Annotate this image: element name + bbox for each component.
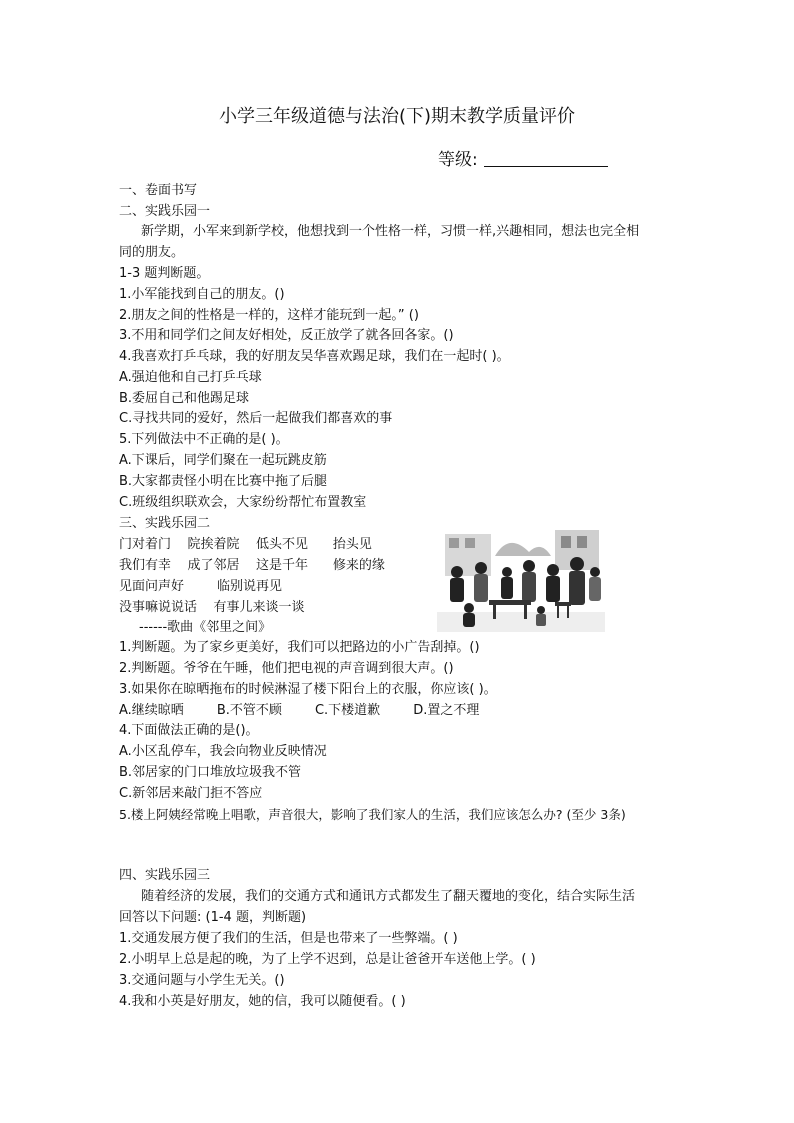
section-2-instruction: 1-3 题判断题。 bbox=[119, 266, 210, 281]
page-title: 小学三年级道德与法治(下)期末教学质量评价 bbox=[218, 106, 576, 127]
section-2-question-4: 4.我喜欢打乒乓球，我的好朋友吴华喜欢踢足球，我们在一起时( )。 bbox=[119, 349, 510, 364]
section-2-heading: 二、实践乐园一 bbox=[119, 204, 211, 219]
section-2-passage-line-2: 同的朋友。 bbox=[119, 245, 185, 260]
section-4-question-2: 2.小明早上总是起的晚，为了上学不迟到，总是让爸爸开车送他上学。( ) bbox=[119, 952, 536, 967]
section-4-question-1: 1.交通发展方便了我们的生活，但是也带来了一些弊端。( ) bbox=[119, 931, 458, 946]
section-4-question-4: 4.我和小英是好朋友，她的信，我可以随便看。( ) bbox=[119, 994, 406, 1009]
section-3-question-5: 5.楼上阿姨经常晚上唱歌，声音很大，影响了我们家人的生活，我们应该怎么办? (至少 3条) bbox=[119, 807, 626, 822]
section-4-passage-line-2: 回答以下问题: (1-4 题，判断题) bbox=[119, 910, 307, 925]
section-2-question-5: 5.下列做法中不正确的是( )。 bbox=[119, 432, 289, 447]
section-2-q5-option-b: B.大家都责怪小明在比赛中拖了后腿 bbox=[119, 474, 328, 489]
section-4-passage-line-1: 随着经济的发展，我们的交通方式和通讯方式都发生了翻天覆地的变化，结合实际生活 bbox=[141, 889, 636, 904]
song-lyric-line-2: 我们有幸 成了邻居 这是千年 修来的缘 bbox=[119, 558, 385, 573]
section-3-q3-options: A.继续晾晒 B.不管不顾 C.下楼道歉 D.置之不理 bbox=[119, 703, 480, 718]
grade-label: 等级: bbox=[438, 150, 478, 170]
neighbors-illustration bbox=[437, 526, 605, 632]
section-3-question-2: 2.判断题。爷爷在午睡，他们把电视的声音调到很大声。() bbox=[119, 661, 454, 676]
song-lyric-line-1: 门对着门 院挨着院 低头不见 抬头见 bbox=[119, 537, 372, 552]
section-2-q5-option-c: C.班级组织联欢会，大家纷纷帮忙布置教室 bbox=[119, 495, 367, 510]
section-3-q4-option-a: A.小区乱停车，我会向物业反映情况 bbox=[119, 744, 327, 759]
section-3-heading: 三、实践乐园二 bbox=[119, 516, 211, 531]
song-lyric-line-3: 见面问声好 临别说再见 bbox=[119, 579, 283, 594]
section-2-question-2: 2.朋友之间的性格是一样的，这样才能玩到一起。” () bbox=[119, 308, 419, 323]
section-2-question-3: 3.不用和同学们之间友好相处，反正放学了就各回各家。() bbox=[119, 328, 454, 343]
song-lyric-line-4: 没事嘛说说话 有事儿来谈一谈 bbox=[119, 600, 305, 615]
grade-field bbox=[438, 148, 608, 172]
section-3-q4-option-c: C.新邻居来敲门拒不答应 bbox=[119, 786, 263, 801]
section-3-question-3: 3.如果你在晾晒拖布的时候淋湿了楼下阳台上的衣服，你应该( )。 bbox=[119, 682, 497, 697]
grade-blank-line bbox=[484, 148, 608, 167]
section-2-q4-option-c: C.寻找共同的爱好，然后一起做我们都喜欢的事 bbox=[119, 411, 393, 426]
section-1-heading: 一、卷面书写 bbox=[119, 183, 198, 198]
section-3-question-4: 4.下面做法正确的是()。 bbox=[119, 723, 259, 738]
song-source: ------歌曲《邻里之间》 bbox=[139, 620, 272, 635]
section-2-question-1: 1.小军能找到自己的朋友。() bbox=[119, 287, 285, 302]
section-2-passage-line-1: 新学期，小军来到新学校，他想找到一个性格一样，习惯一样,兴趣相同，想法也完全相 bbox=[141, 224, 640, 239]
section-3-question-1: 1.判断题。为了家乡更美好，我们可以把路边的小广告刮掉。() bbox=[119, 640, 480, 655]
section-4-question-3: 3.交通问题与小学生无关。() bbox=[119, 973, 285, 988]
section-2-q5-option-a: A.下课后，同学们聚在一起玩跳皮筋 bbox=[119, 453, 327, 468]
section-2-q4-option-b: B.委屈自己和他踢足球 bbox=[119, 391, 250, 406]
section-2-q4-option-a: A.强迫他和自己打乒乓球 bbox=[119, 370, 262, 385]
section-4-heading: 四、实践乐园三 bbox=[119, 868, 211, 883]
section-3-q4-option-b: B.邻居家的门口堆放垃圾我不管 bbox=[119, 765, 302, 780]
